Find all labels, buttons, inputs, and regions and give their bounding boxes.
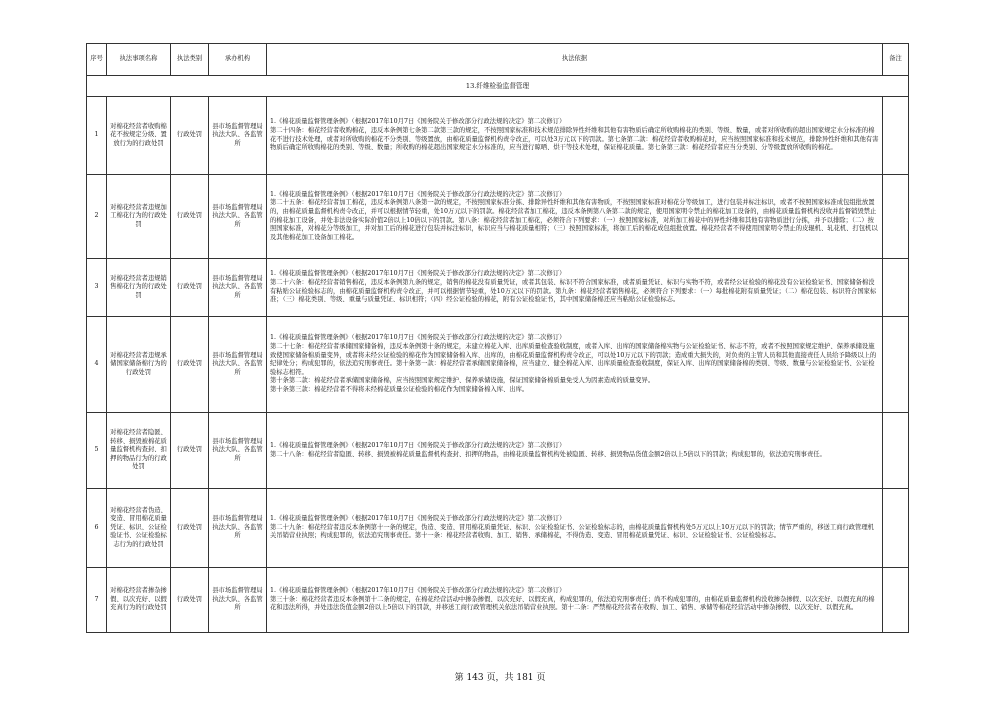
row-item: 对棉花经营者收购棉花不按规定分级、置放行为的行政处罚 <box>107 97 171 175</box>
row-agency: 县市场监督管理局执法大队、各监管所 <box>209 413 267 489</box>
section-title: 13.纤维检验监督管理 <box>87 76 909 97</box>
header-remark: 备注 <box>883 44 909 76</box>
row-category: 行政处罚 <box>171 175 209 259</box>
table-row <box>87 97 909 175</box>
row-category: 行政处罚 <box>171 568 209 633</box>
basis-paragraph: 1.《棉花质量监督管理条例》（根据2017年10月7日《国务院关于修改部分行政法规的决定》第二次修订） <box>270 587 566 595</box>
table-row <box>87 317 909 413</box>
basis-paragraph: 1.《棉花质量监督管理条例》（根据2017年10月7日《国务院关于修改部分行政法规的决定》第二次修订） <box>270 118 566 126</box>
row-item: 对棉花经营者掺杂掺假、以次充好、以假充真行为的行政处罚 <box>107 568 171 633</box>
row-item: 对棉花经营者违规承储国家储备棉行为的行政处罚 <box>107 317 171 413</box>
table-row <box>87 489 909 568</box>
basis-paragraph: 1.《棉花质量监督管理条例》（根据2017年10月7日《国务院关于修改部分行政法规的决定》第二次修订） <box>270 441 566 449</box>
row-basis <box>267 175 883 259</box>
row-category: 行政处罚 <box>171 97 209 175</box>
row-seq: 6 <box>87 489 107 568</box>
table-row <box>87 568 909 633</box>
row-remark <box>883 317 909 413</box>
basis-paragraph: 第十条第二款：棉花经营者承储国家储备棉，应当按照国家规定维护、保养承储设施，保证国家储备棉质量免受人为因素造成的质量变异。 <box>270 377 655 385</box>
row-item: 对棉花经营者违规销售棉花行为的行政处罚 <box>107 259 171 317</box>
row-seq: 1 <box>87 97 107 175</box>
row-seq: 7 <box>87 568 107 633</box>
row-basis <box>267 413 883 489</box>
table-row <box>87 413 909 489</box>
header-row <box>87 44 909 76</box>
row-agency: 县市场监督管理局执法大队、各监管所 <box>209 175 267 259</box>
row-basis <box>267 568 883 633</box>
header-item: 执法事项名称 <box>107 44 171 76</box>
row-agency: 县市场监督管理局执法大队、各监管所 <box>209 489 267 568</box>
row-basis <box>267 259 883 317</box>
row-remark <box>883 413 909 489</box>
row-agency: 县市场监督管理局执法大队、各监管所 <box>209 259 267 317</box>
row-category: 行政处罚 <box>171 413 209 489</box>
row-remark <box>883 489 909 568</box>
row-category: 行政处罚 <box>171 489 209 568</box>
page-footer: 第 143 页，共 181 页 <box>454 673 546 683</box>
row-seq: 2 <box>87 175 107 259</box>
row-remark <box>883 97 909 175</box>
header-seq: 序号 <box>87 44 107 76</box>
section-row <box>87 76 909 97</box>
basis-paragraph: 第十条第三款：棉花经营者不得将未经棉花质量公证检验的棉花作为国家储备棉入库、出库。 <box>270 385 529 393</box>
row-basis <box>267 489 883 568</box>
basis-paragraph: 1.《棉花质量监督管理条例》（根据2017年10月7日《国务院关于修改部分行政法规的决定》第二次修订） <box>270 334 566 342</box>
row-seq: 3 <box>87 259 107 317</box>
basis-paragraph: 第二十四条：棉花经营者收购棉花，违反本条例第七条第二款第三款的规定，不按照国家标准和技术规范排除异性纤维和其他有害物质后确定所收购棉花的类别、等级、数量，或者对所收购的超出国家规定水分标准的棉花不进行技术处理，或者对所收购的棉花不分类别、等级置放，由棉花质量监督机构责令改正，可以处3万元以下的罚款。第七条第二款：棉花经营者收购棉花时，应当按照国家标准和技术规范，排除异性纤维和其他有害物质后确定所收购棉花的类别、等级、数量；所收购的棉花超出国家规定水分标准的，应当进行晾晒、烘干等技术处理，保证棉花质量。第七条第三款：棉花经营者应当分类别、分等级置放所收购的棉花。 <box>270 126 879 152</box>
row-basis <box>267 97 883 175</box>
basis-paragraph: 第二十五条：棉花经营者加工棉花，违反本条例第八条第一款的规定，不按照国家标准分拣、排除异性纤维和其他有害物质，不按照国家标准对棉花分等级加工，进行包装并标注标识，或者不按照国家标准成包组批放置的，由棉花质量监督机构责令改正，并可以根据情节轻重，处10万元以下的罚款。棉花经营者加工棉花，违反本条例第八条第二款的规定，使用国家明令禁止的棉花加工设备的，由棉花质量监督机构没收并监督销毁禁止的棉花加工设备，并处非法设备实际价值2倍以上10倍以下的罚款。第八条：棉花经营者加工棉花，必须符合下列要求：（一）按照国家标准，对所加工棉花中的异性纤维和其他有害物质进行分拣，并予以排除；（二）按照国家标准，对棉花分等级加工，并对加工后的棉花进行包装并标注标识，标识应当与棉花质量相符；（三）按照国家标准，将加工后的棉花成包组批放置。棉花经营者不得使用国家明令禁止的皮辊机、轧花机、打包机以及其他棉花加工设备加工棉花。 <box>270 199 878 241</box>
row-item: 对棉花经营者违规加工棉花行为的行政处罚 <box>107 175 171 259</box>
row-remark <box>883 568 909 633</box>
enforcement-table <box>86 43 909 633</box>
basis-paragraph: 第三十条：棉花经营者违反本条例第十二条的规定，在棉花经营活动中掺杂掺假、以次充好、以假充真，构成犯罪的，依法追究刑事责任；尚不构成犯罪的，由棉花质量监督机构没收掺杂掺假、以次充好、以假充真的棉花和违法所得，并处违法货值金额2倍以上5倍以下的罚款，并移送工商行政管理机关依法吊销营业执照。第十二条：严禁棉花经营者在收购、加工、销售、承储等棉花经营活动中掺杂掺假、以次充好、以假充真。 <box>270 595 875 612</box>
row-category: 行政处罚 <box>171 317 209 413</box>
basis-paragraph: 1.《棉花质量监督管理条例》（根据2017年10月7日《国务院关于修改部分行政法规的决定》第二次修订） <box>270 515 566 523</box>
row-seq: 5 <box>87 413 107 489</box>
row-seq: 4 <box>87 317 107 413</box>
header-category: 执法类别 <box>171 44 209 76</box>
table-row <box>87 175 909 259</box>
basis-paragraph: 第二十八条：棉花经营者隐匿、转移、损毁被棉花质量监督机构查封、扣押的物品，由棉花质量监督机构处被隐匿、转移、损毁物品货值金额2倍以上5倍以下的罚款；构成犯罪的，依法追究刑事责任。 <box>270 450 826 458</box>
basis-paragraph: 1.《棉花质量监督管理条例》（根据2017年10月7日《国务院关于修改部分行政法规的决定》第二次修订） <box>270 270 566 278</box>
basis-paragraph: 第二十九条：棉花经营者违反本条例第十一条的规定，伪造、变造、冒用棉花质量凭证、标识、公证检验证书、公证检验标志的，由棉花质量监督机构处5万元以上10万元以下的罚款；情节严重的，移送工商行政管理机关吊销营业执照；构成犯罪的，依法追究刑事责任。第十一条：棉花经营者收购、加工、销售、承储棉花，不得伪造、变造、冒用棉花质量凭证、标识、公证检验证书、公证检验标志。 <box>270 523 874 540</box>
table-row <box>87 259 909 317</box>
basis-paragraph: 第二十七条：棉花经营者承储国家储备棉，违反本条例第十条的规定，未建立棉花入库、出库质量检查验收制度，或者入库、出库的国家储备棉实物与公证检验证书、标志不符，或者不按照国家规定维护、保养承储设施致使国家储备棉质量变异，或者将未经公证检验的棉花作为国家储备棉入库、出库的，由棉花质量监督机构责令改正，可以处10万元以下的罚款；造成重大损失的，对负责的主管人员和其他直接责任人员给予降级以上的纪律处分；构成犯罪的，依法追究刑事责任。第十条第一款：棉花经营者承储国家储备棉，应当建立、健全棉花入库、出库质量检查验收制度，保证入库、出库的国家储备棉的类别、等级、数量与公证检验证书、公证检验标志相符。 <box>270 343 877 376</box>
row-item: 对棉花经营者伪造、变造、冒用棉花质量凭证、标识、公证检验证书、公证检验标志行为的行政处罚 <box>107 489 171 568</box>
header-basis: 执法依据 <box>267 44 883 76</box>
basis-paragraph: 1.《棉花质量监督管理条例》（根据2017年10月7日《国务院关于修改部分行政法规的决定》第二次修订） <box>270 190 566 198</box>
header-agency: 承办机构 <box>209 44 267 76</box>
row-remark <box>883 259 909 317</box>
row-agency: 县市场监督管理局执法大队、各监管所 <box>209 568 267 633</box>
row-agency: 县市场监督管理局执法大队、各监管所 <box>209 97 267 175</box>
row-basis <box>267 317 883 413</box>
row-agency: 县市场监督管理局执法大队、各监管所 <box>209 317 267 413</box>
row-remark <box>883 175 909 259</box>
row-category: 行政处罚 <box>171 259 209 317</box>
row-item: 对棉花经营者隐匿、转移、损毁被棉花质量监督机构查封、扣押的物品行为的行政处罚 <box>107 413 171 489</box>
basis-paragraph: 第二十六条：棉花经营者销售棉花，违反本条例第九条的规定，销售的棉花没有质量凭证，或者其包装、标识不符合国家标准，或者质量凭证、标识与实物不符，或者经公证检验的棉花没有公证检验证书、国家储备棉没有粘贴公证检验标志的，由棉花质量监督机构责令改正，并可以根据情节轻重，处10万元以下的罚款。第九条：棉花经营者销售棉花，必须符合下列要求：（一）每批棉花附有质量凭证；（二）棉花包装、标识符合国家标准；（三）棉花类别、等级、重量与质量凭证、标识相符；（四）经公证检验的棉花，附有公证检验证书，其中国家储备棉还应当粘贴公证检验标志。 <box>270 278 877 304</box>
